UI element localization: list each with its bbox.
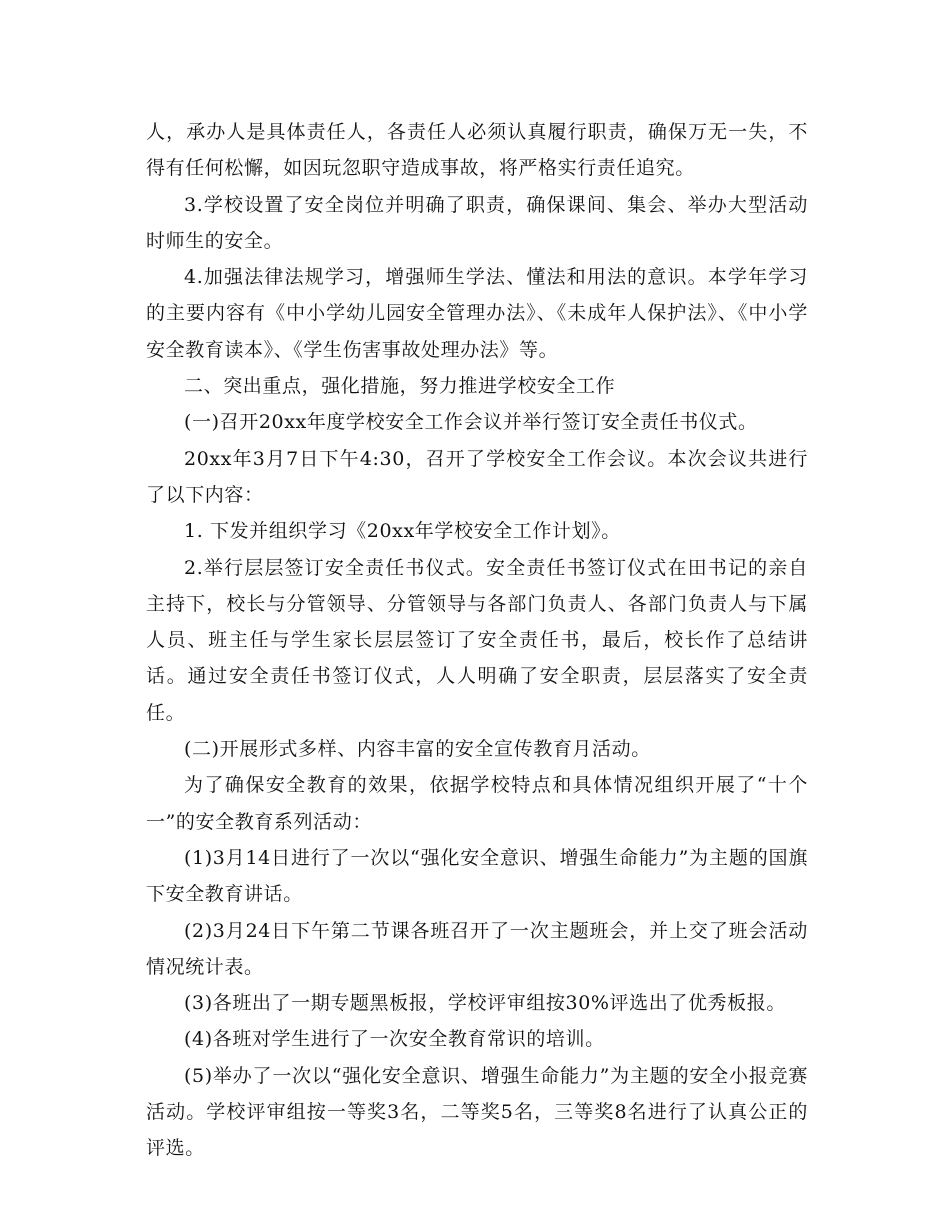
activity-item-5: (5)举办了一次以“强化安全意识、增强生命能力”为主题的安全小报竞赛活动。学校评审组按一等奖3名，二等奖5名，三等奖8名进行了认真公正的评选。 (146, 1064, 808, 1160)
activity-item-4: (4)各班对学生进行了一次安全教育常识的培训。 (184, 1028, 605, 1051)
activity-item-2: (2)3月24日下午第二节课各班召开了一次主题班会，并上交了班会活动情况统计表。 (146, 919, 808, 978)
subsection-heading-1: (一)召开20xx年度学校安全工作会议并举行签订安全责任书仪式。 (184, 411, 758, 434)
paragraph-1: 人，承办人是具体责任人，各责任人必须认真履行职责，确保万无一失，不得有任何松懈，如因玩忽职守造成事故，将严格实行责任追究。 (146, 121, 808, 180)
section-heading-2: 二、突出重点，强化措施，努力推进学校安全工作 (184, 375, 616, 398)
paragraph-3: 4.加强法律法规学习，增强师生学法、懂法和用法的意识。本学年学习的主要内容有《中小学幼儿园安全管理办法》、《未成年人保护法》、《中小学安全教育读本》、《学生伤害事故处理办法》等。 (146, 266, 808, 361)
subsection-heading-2: (二)开展形式多样、内容丰富的安全宣传教育月活动。 (184, 738, 651, 761)
list-item-1: 1. 下发并组织学习《20xx年学校安全工作计划》。 (184, 520, 621, 543)
paragraph-activities: 为了确保安全教育的效果，依据学校特点和具体情况组织开展了“十个一”的安全教育系列活动： (146, 774, 808, 833)
document-body (146, 114, 808, 1167)
paragraph-meeting: 20xx年3月7日下午4:30，召开了学校安全工作会议。本次会议共进行了以下内容： (146, 447, 808, 506)
activity-item-1: (1)3月14日进行了一次以“强化安全意识、增强生命能力”为主题的国旗下安全教育讲话。 (146, 846, 808, 906)
activity-item-3: (3)各班出了一期专题黑板报，学校评审组按30%评选出了优秀板报。 (184, 992, 786, 1015)
paragraph-2: 3.学校设置了安全岗位并明确了职责，确保课间、集会、举办大型活动时师生的安全。 (146, 193, 808, 252)
list-item-2: 2.举行层层签订安全责任书仪式。安全责任书签订仪式在田书记的亲自主持下，校长与分管领导、分管领导与各部门负责人、各部门负责人与下属人员、班主任与学生家长层层签订了安全责任书，最后，校长作了总结讲话。通过安全责任书签订仪式，人人明确了安全职责，层层落实了安全责任。 (146, 556, 808, 724)
